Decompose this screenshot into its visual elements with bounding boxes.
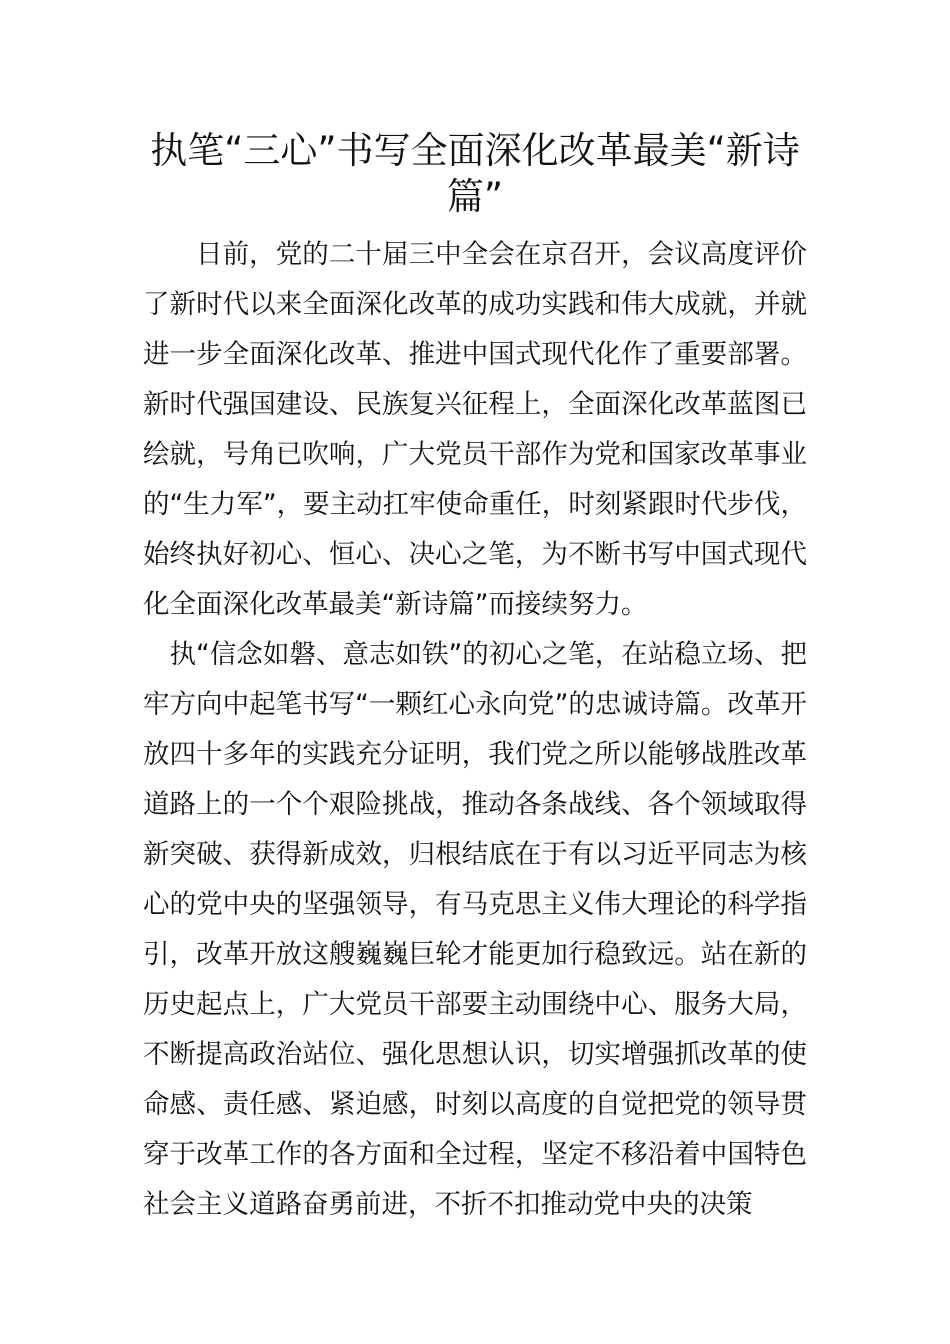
document-body xyxy=(143,230,807,1230)
paragraph-initial-heart: 执“信念如磐、意志如铁”的初心之笔，在站稳立场、把牢方向中起笔书写“一颗红心永向党”的忠诚诗篇。改革开放四十多年的实践充分证明，我们党之所以能够战胜改革道路上的一个个艰险挑战，推动各条战线、各个领域取得新突破、获得新成效，归根结底在于有以习近平同志为核心的党中央的坚强领导，有马克思主义伟大理论的科学指引，改革开放这艘巍巍巨轮才能更加行稳致远。站在新的历史起点上，广大党员干部要主动围绕中心、服务大局，不断提高政治站位、强化思想认识，切实增强抓改革的使命感、责任感、紧迫感，时刻以高度的自觉把党的领导贯穿于改革工作的各方面和全过程，坚定不移沿着中国特色社会主义道路奋勇前进，不折不扣推动党中央的决策 xyxy=(143,639,807,1220)
document-title: 执笔“三心”书写全面深化改革最美“新诗篇” xyxy=(150,129,800,218)
paragraph-intro: 日前，党的二十届三中全会在京召开，会议高度评价了新时代以来全面深化改革的成功实践和伟大成就，并就进一步全面深化改革、推进中国式现代化作了重要部署。新时代强国建设、民族复兴征程上，全面深化改革蓝图已绘就，号角已吹响，广大党员干部作为党和国家改革事业的“生力军”，要主动扛牢使命重任，时刻紧跟时代步伐，始终执好初心、恒心、决心之笔，为不断书写中国式现代化全面深化改革最美“新诗篇”而接续努力。 xyxy=(143,239,807,620)
